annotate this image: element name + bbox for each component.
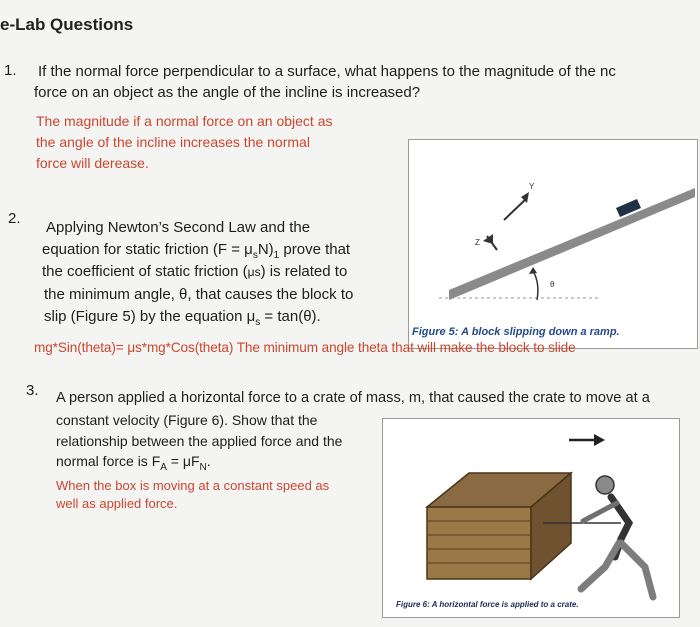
q3-line-3: relationship between the applied force and the: [56, 433, 343, 449]
person-arm: [583, 503, 617, 521]
q2-line-4: the minimum angle, θ, that causes the block to: [44, 286, 354, 303]
q1-answer-line-3: force will derease.: [36, 155, 149, 171]
figure-6-box: [382, 418, 680, 618]
q3-line-4: normal force is $F_A = \mu F_N$.: [56, 453, 211, 473]
force-arrowhead-icon: [594, 434, 605, 446]
figure-5-caption: Figure 5: A block slipping down a ramp.: [412, 326, 620, 338]
ramp-diagram: [409, 140, 697, 348]
q1-answer-line-1: The magnitude if a normal force on an object as: [36, 113, 333, 129]
q2-line-2: equation for static friction $(F = \mu_sN)_1$ prove that: [42, 241, 351, 261]
q3-line-2: constant velocity (Figure 6). Show that the: [56, 412, 318, 428]
q3-line-1: A person applied a horizontal force to a crate of mass, m, that caused the crate to move at a: [56, 390, 650, 406]
q1-number: 1.: [4, 62, 17, 79]
figure-6-caption: Figure 6: A horizontal force is applied to a crate.: [396, 600, 579, 609]
q3-number: 3.: [26, 382, 39, 399]
q2-line-5: slip (Figure 5) by the equation $\mu_s = \tan(\theta)$.: [44, 308, 321, 328]
q3-answer-line-1: When the box is moving at a constant speed as: [56, 478, 330, 493]
q3-answer-line-2: well as applied force.: [56, 496, 178, 511]
person-leg: [621, 543, 653, 597]
z-axis-label: Z: [475, 238, 480, 247]
person-leg: [581, 543, 619, 589]
q2-number: 2.: [8, 210, 21, 227]
crate-front: [427, 507, 531, 579]
q2-line-1: Applying Newton’s Second Law and the: [46, 219, 311, 236]
angle-arc: [533, 271, 538, 300]
figure-5-box: [408, 139, 698, 349]
z-arrowhead-icon: [483, 234, 493, 244]
person-head: [596, 476, 614, 494]
y-axis-arrow: [504, 198, 527, 220]
q1-line-1: If the normal force perpendicular to a surface, what happens to the magnitude of the nc: [38, 63, 616, 80]
angle-arrowhead-icon: [529, 267, 537, 274]
ramp-surface: [449, 188, 695, 300]
y-axis-label: Y: [529, 182, 535, 191]
crate-diagram: [383, 419, 679, 617]
theta-label: θ: [550, 280, 555, 289]
q2-line-3: the coefficient of static friction (μs) is related to: [42, 263, 348, 280]
page-title: e-Lab Questions: [0, 15, 134, 34]
q1-answer-line-2: the angle of the incline increases the normal: [36, 134, 310, 150]
q2-answer: mg*Sin(theta)= μs*mg*Cos(theta) The minimum angle theta that will make the block to slide: [34, 340, 576, 355]
q1-line-2: force on an object as the angle of the incline is increased?: [34, 84, 421, 101]
